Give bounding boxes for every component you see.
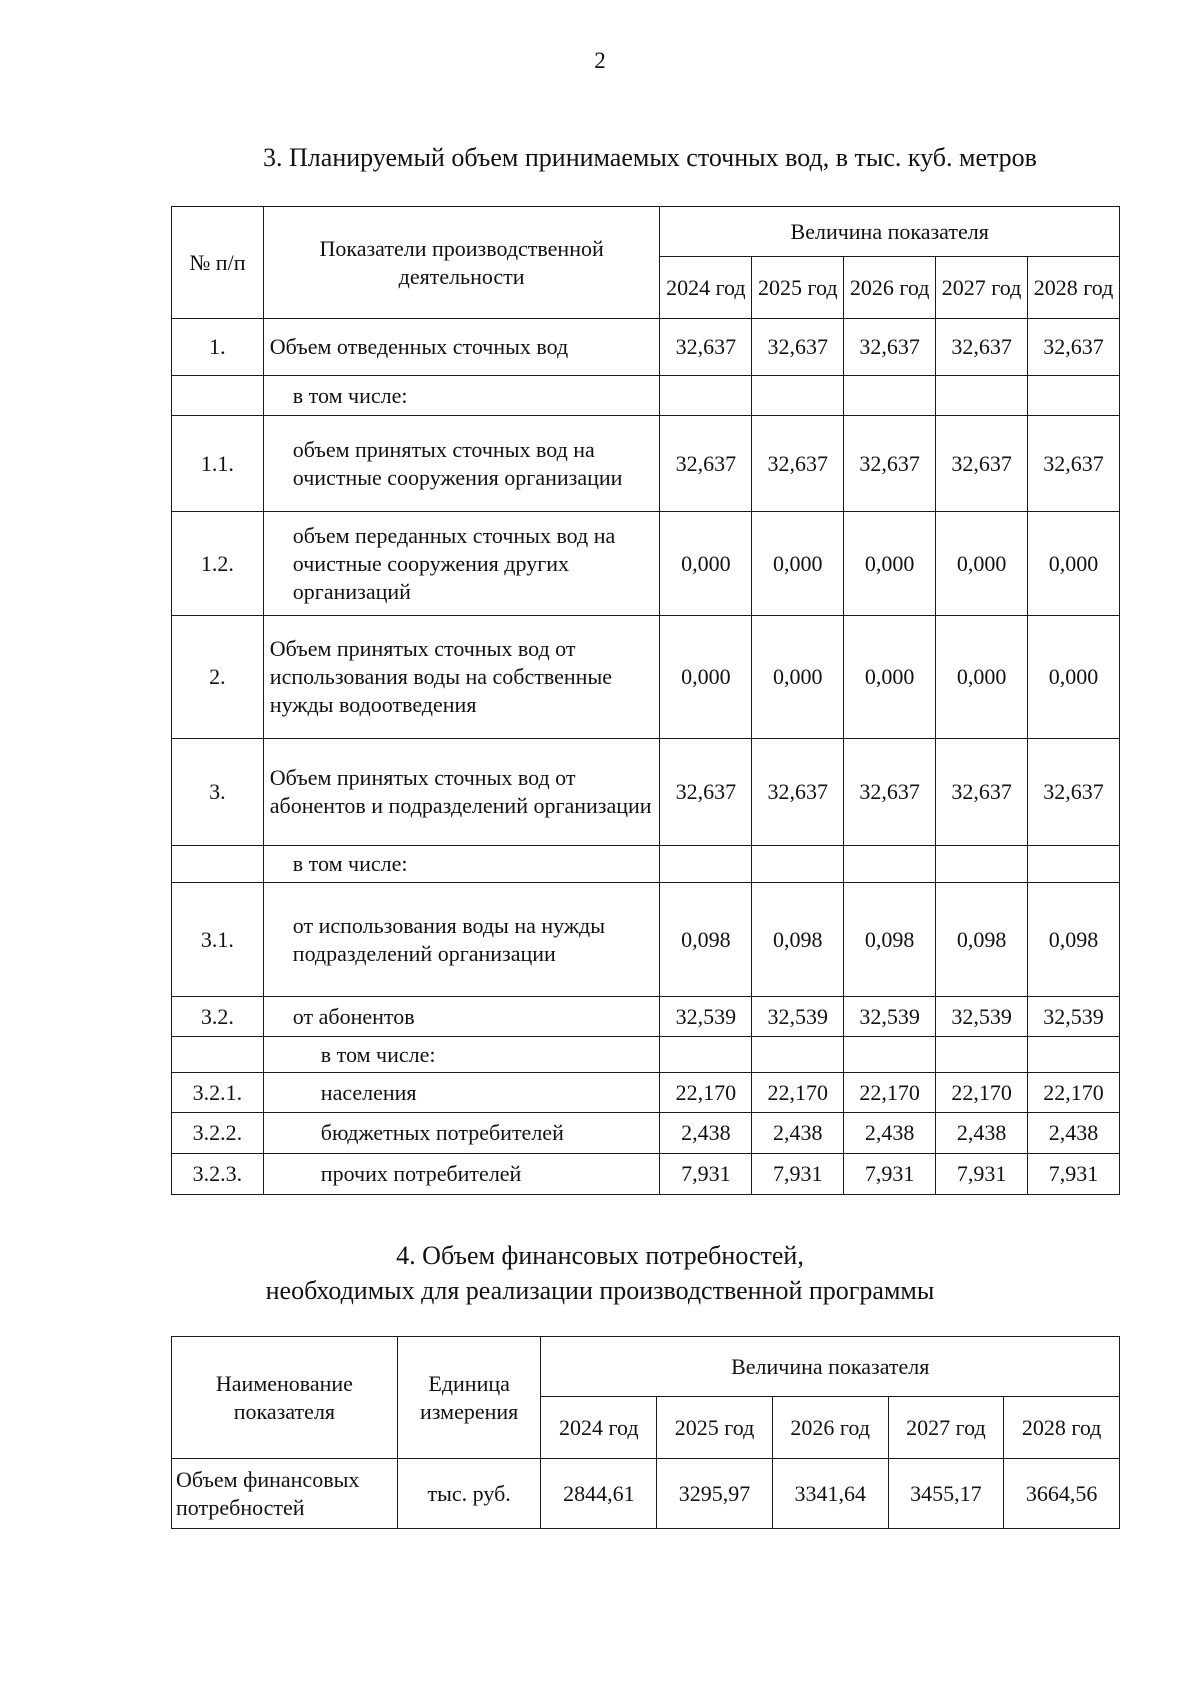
- row-value: 0,000: [844, 512, 936, 616]
- row-value: 32,637: [1028, 416, 1120, 512]
- wastewater-volume-table: [171, 206, 1120, 1195]
- row-value: [1028, 1037, 1120, 1073]
- table-row: [172, 319, 1120, 376]
- header-indicator-name: Наименование показателя: [172, 1337, 398, 1459]
- table-row: [172, 1154, 1120, 1195]
- row-value: 2,438: [660, 1113, 752, 1154]
- row-value: 32,539: [752, 997, 844, 1037]
- row-value: 22,170: [936, 1073, 1028, 1113]
- row-value: 32,539: [660, 997, 752, 1037]
- row-value: [1028, 846, 1120, 883]
- row-value: 32,637: [660, 319, 752, 376]
- row-value: 0,000: [1028, 512, 1120, 616]
- row-value: [752, 376, 844, 416]
- row-value: [660, 1037, 752, 1073]
- row-value: 32,637: [936, 319, 1028, 376]
- header-value-group: Величина показателя: [660, 207, 1120, 257]
- row-value: 0,098: [1028, 883, 1120, 997]
- row-value: 32,637: [844, 416, 936, 512]
- row-value: 32,637: [844, 319, 936, 376]
- header-year: 2026 год: [772, 1397, 888, 1459]
- row-value: 7,931: [660, 1154, 752, 1195]
- row-value: 32,637: [752, 319, 844, 376]
- row-value: [660, 846, 752, 883]
- row-value: 0,098: [936, 883, 1028, 997]
- row-value: 3455,17: [888, 1459, 1004, 1529]
- table-row: [172, 883, 1120, 997]
- row-value: [936, 846, 1028, 883]
- row-name: Объем финансовых потребностей: [172, 1459, 398, 1529]
- row-value: 32,637: [1028, 319, 1120, 376]
- row-num: 3.2.3.: [172, 1154, 264, 1195]
- page-number: 2: [594, 48, 606, 73]
- row-value: 0,000: [936, 616, 1028, 739]
- table-row: [172, 739, 1120, 846]
- row-value: [936, 376, 1028, 416]
- row-value: [936, 1037, 1028, 1073]
- table-row: [172, 1037, 1120, 1073]
- row-value: [1028, 376, 1120, 416]
- header-year: 2028 год: [1028, 257, 1120, 319]
- table-row: [172, 512, 1120, 616]
- row-num: [172, 376, 264, 416]
- row-value: 32,637: [936, 416, 1028, 512]
- row-value: 2,438: [844, 1113, 936, 1154]
- row-value: 0,000: [752, 512, 844, 616]
- row-name: бюджетных потребителей: [263, 1113, 660, 1154]
- row-value: 22,170: [1028, 1073, 1120, 1113]
- header-year: 2024 год: [660, 257, 752, 319]
- row-value: 3295,97: [657, 1459, 773, 1529]
- row-value: 32,637: [752, 416, 844, 512]
- header-year: 2025 год: [752, 257, 844, 319]
- header-year: 2028 год: [1004, 1397, 1120, 1459]
- row-value: 0,098: [660, 883, 752, 997]
- row-value: 0,000: [752, 616, 844, 739]
- row-value: 7,931: [936, 1154, 1028, 1195]
- row-value: 32,539: [936, 997, 1028, 1037]
- row-value: [752, 846, 844, 883]
- row-value: 22,170: [752, 1073, 844, 1113]
- row-value: 7,931: [1028, 1154, 1120, 1195]
- row-value: 32,637: [752, 739, 844, 846]
- header-year: 2024 год: [541, 1397, 657, 1459]
- table2-title-line2: необходимых для реализации производственной программы: [265, 1276, 935, 1305]
- row-value: 3341,64: [772, 1459, 888, 1529]
- row-num: 1.: [172, 319, 264, 376]
- header-year: 2027 год: [936, 257, 1028, 319]
- row-num: 1.2.: [172, 512, 264, 616]
- row-name: от абонентов: [263, 997, 660, 1037]
- row-value: 7,931: [844, 1154, 936, 1195]
- row-num: 3.2.1.: [172, 1073, 264, 1113]
- row-name: Объем принятых сточных вод от абонентов и подразделений организации: [263, 739, 660, 846]
- table2-title-line1: 4. Объем финансовых потребностей,: [396, 1241, 804, 1270]
- table1-title: 3. Планируемый объем принимаемых сточных вод, в тыс. куб. метров: [263, 143, 1037, 172]
- row-name: объем переданных сточных вод на очистные сооружения других организаций: [263, 512, 660, 616]
- row-value: 32,637: [844, 739, 936, 846]
- row-value: 32,637: [936, 739, 1028, 846]
- table-row: [172, 616, 1120, 739]
- row-value: 0,000: [936, 512, 1028, 616]
- row-num: 3.2.: [172, 997, 264, 1037]
- row-value: 7,931: [752, 1154, 844, 1195]
- row-num: 2.: [172, 616, 264, 739]
- row-value: 0,098: [752, 883, 844, 997]
- row-num: 3.: [172, 739, 264, 846]
- row-name: объем принятых сточных вод на очистные сооружения организации: [263, 416, 660, 512]
- table2-title: [0, 1238, 1200, 1308]
- table-row: [172, 1459, 1120, 1529]
- row-value: 22,170: [660, 1073, 752, 1113]
- row-value: 32,637: [660, 739, 752, 846]
- row-value: 0,098: [844, 883, 936, 997]
- row-value: 0,000: [844, 616, 936, 739]
- table-row: [172, 997, 1120, 1037]
- row-value: 32,539: [844, 997, 936, 1037]
- row-name: в том числе:: [263, 1037, 660, 1073]
- row-num: 3.2.2.: [172, 1113, 264, 1154]
- row-name: Объем отведенных сточных вод: [263, 319, 660, 376]
- row-value: 0,000: [660, 512, 752, 616]
- header-year: 2027 год: [888, 1397, 1004, 1459]
- row-unit: тыс. руб.: [397, 1459, 541, 1529]
- row-value: 0,000: [660, 616, 752, 739]
- row-value: 2844,61: [541, 1459, 657, 1529]
- header-indicator: Показатели производственной деятельности: [263, 207, 660, 319]
- row-value: [844, 846, 936, 883]
- row-name: прочих потребителей: [263, 1154, 660, 1195]
- row-name: населения: [263, 1073, 660, 1113]
- row-name: Объем принятых сточных вод от использования воды на собственные нужды водоотведения: [263, 616, 660, 739]
- table-row: [172, 1073, 1120, 1113]
- header-unit: Единица измерения: [397, 1337, 541, 1459]
- table-row: [172, 846, 1120, 883]
- row-num: [172, 846, 264, 883]
- table-row: [172, 376, 1120, 416]
- row-value: 22,170: [844, 1073, 936, 1113]
- row-value: 0,000: [1028, 616, 1120, 739]
- row-value: [752, 1037, 844, 1073]
- header-num: № п/п: [172, 207, 264, 319]
- row-name: в том числе:: [263, 376, 660, 416]
- header-year: 2026 год: [844, 257, 936, 319]
- row-value: 2,438: [752, 1113, 844, 1154]
- row-name: в том числе:: [263, 846, 660, 883]
- row-num: 1.1.: [172, 416, 264, 512]
- header-year: 2025 год: [657, 1397, 773, 1459]
- row-value: 2,438: [1028, 1113, 1120, 1154]
- row-name: от использования воды на нужды подразделений организации: [263, 883, 660, 997]
- table-row: [172, 1113, 1120, 1154]
- table-row: [172, 416, 1120, 512]
- row-value: 3664,56: [1004, 1459, 1120, 1529]
- row-value: 32,637: [1028, 739, 1120, 846]
- row-value: 32,637: [660, 416, 752, 512]
- header-value-group: Величина показателя: [541, 1337, 1120, 1397]
- row-value: [844, 376, 936, 416]
- row-value: 2,438: [936, 1113, 1028, 1154]
- row-value: 32,539: [1028, 997, 1120, 1037]
- row-num: [172, 1037, 264, 1073]
- row-num: 3.1.: [172, 883, 264, 997]
- financial-needs-table: [171, 1336, 1120, 1529]
- row-value: [660, 376, 752, 416]
- row-value: [844, 1037, 936, 1073]
